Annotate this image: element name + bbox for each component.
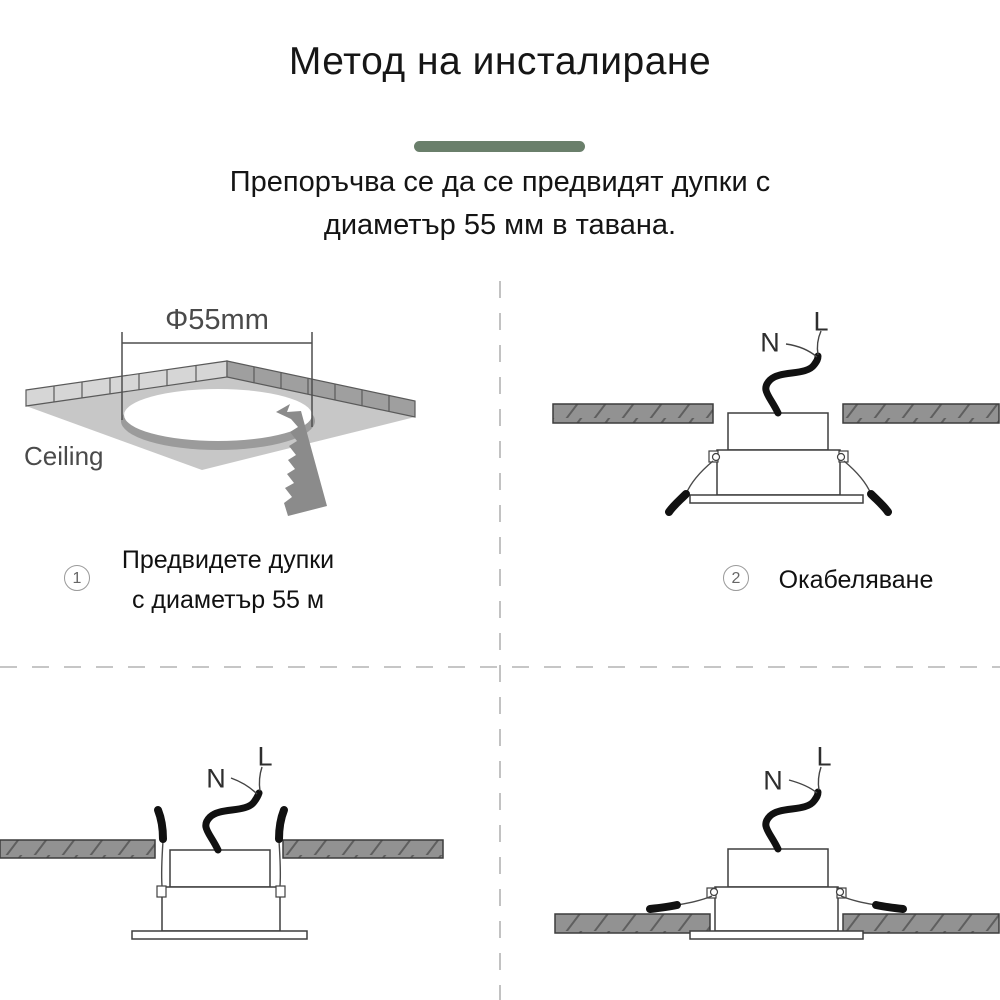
wire-n-label: N [760, 327, 780, 358]
spring-clip-wire [677, 896, 712, 905]
ceiling-label: Ceiling [24, 441, 104, 471]
trim-plate [132, 931, 307, 939]
spring-clip-wire [844, 461, 871, 494]
driver-box [728, 413, 828, 450]
ceiling-bar [843, 404, 999, 423]
spring-clip-tip [876, 905, 903, 909]
spring-clip-tip [871, 494, 888, 512]
power-cable [206, 793, 259, 850]
spring-clip-tip [650, 905, 677, 909]
step1-ceiling-cutout-diagram [26, 332, 415, 516]
step1-caption-line2: с диаметър 55 м [131, 586, 325, 614]
ceiling-bar [843, 914, 999, 933]
label-leader-n [786, 344, 817, 357]
wire-n-label: N [763, 765, 783, 796]
clip-mount [276, 886, 285, 897]
clip-pivot [713, 454, 720, 461]
lamp-body [715, 887, 838, 931]
accent-divider [414, 141, 585, 152]
hole-dimension-label: Φ55mm [165, 304, 269, 336]
step1-number-badge: 1 [64, 565, 90, 591]
step2-number-badge: 2 [723, 565, 749, 591]
spring-clip-wire [686, 461, 713, 494]
ceiling-bar [283, 840, 443, 858]
power-cable [766, 356, 818, 413]
wire-l-label: L [257, 741, 273, 772]
ceiling-bar [0, 840, 155, 858]
ceiling-bar [555, 914, 710, 933]
wire-n-label: N [206, 763, 226, 794]
step2-caption: Окабеляване [778, 566, 934, 594]
spring-clip-wire [162, 841, 163, 886]
label-leader-n [789, 780, 817, 793]
spring-clip-tip [669, 494, 686, 512]
step1-caption-line1: Предвидете дупки [121, 546, 335, 574]
lamp-body [717, 450, 840, 495]
spring-clip-wire [279, 841, 280, 886]
spring-clip-wire [841, 896, 876, 905]
label-leader-n [231, 778, 257, 794]
subtitle-line1: Препоръчва се да се предвидят дупки с [229, 166, 771, 198]
page-title: Метод на инсталиране [288, 40, 712, 83]
driver-box [728, 849, 828, 887]
wire-l-label: L [813, 306, 829, 337]
power-cable [766, 792, 818, 849]
trim-plate [690, 495, 863, 503]
trim-plate [690, 931, 863, 939]
spring-clip-tip [279, 810, 284, 839]
clip-pivot [838, 454, 845, 461]
clip-pivot [837, 889, 844, 896]
clip-mount [157, 886, 166, 897]
subtitle-line2: диаметър 55 мм в тавана. [323, 209, 677, 241]
wire-l-label: L [816, 741, 832, 772]
lamp-body [162, 887, 280, 931]
ceiling-bar [553, 404, 713, 423]
clip-pivot [711, 889, 718, 896]
driver-box [170, 850, 270, 887]
spring-clip-tip [158, 810, 163, 839]
